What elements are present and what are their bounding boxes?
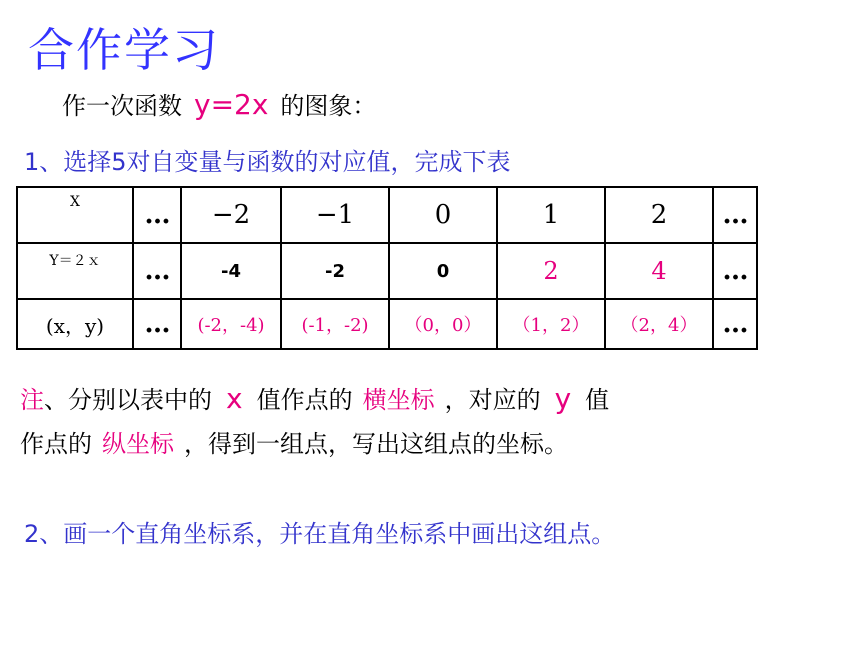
row-label-y: Y＝２ｘ — [17, 243, 133, 299]
intro-line — [62, 86, 376, 121]
note-text: 值 — [585, 386, 610, 414]
x-value-cell: −2 — [181, 187, 281, 243]
y-value-cell-filled: 2 — [497, 243, 605, 299]
y-value-cell-filled: 4 — [605, 243, 713, 299]
x-value-cell: 1 — [497, 187, 605, 243]
ellipsis-cell: … — [133, 299, 181, 349]
x-value-cell: 2 — [605, 187, 713, 243]
ellipsis-cell: … — [713, 243, 757, 299]
table-row-xy — [17, 299, 757, 349]
row-label-xy: (x，y) — [17, 299, 133, 349]
ellipsis-cell: … — [133, 243, 181, 299]
note-y: y — [554, 382, 572, 415]
note-text: 、分别以表中的 — [44, 386, 212, 414]
point-cell: （0，0） — [389, 299, 497, 349]
step-2-instruction: 2、画一个直角坐标系，并在直角坐标系中画出这组点。 — [24, 520, 616, 548]
point-cell: （1，2） — [497, 299, 605, 349]
row-label-x: X — [17, 187, 133, 243]
point-cell: （2，4） — [605, 299, 713, 349]
note-lead: 注 — [20, 386, 44, 414]
table-row-y — [17, 243, 757, 299]
y-value-cell: -4 — [181, 243, 281, 299]
note-x: x — [226, 382, 243, 415]
point-cell: (-1，-2) — [281, 299, 389, 349]
note-text: ，对应的 — [444, 386, 541, 414]
note-line-2 — [20, 424, 568, 459]
point-cell: (-2，-4) — [181, 299, 281, 349]
y-value-cell: 0 — [389, 243, 497, 299]
ellipsis-cell: … — [133, 187, 181, 243]
x-value-cell: −1 — [281, 187, 389, 243]
page-title: 合作学习 — [28, 23, 220, 77]
intro-suffix: 的图象： — [280, 92, 377, 120]
function-expression: y=2x — [194, 88, 269, 121]
value-table — [16, 186, 758, 350]
x-value-cell: 0 — [389, 187, 497, 243]
note-text: ，得到一组点，写出这组点的坐标。 — [184, 430, 568, 458]
note-ordinate: 纵坐标 — [102, 430, 174, 458]
ellipsis-cell: … — [713, 187, 757, 243]
ellipsis-cell: … — [713, 299, 757, 349]
note-text: 值作点的 — [256, 386, 353, 414]
y-value-cell: -2 — [281, 243, 389, 299]
step-1-instruction: 1、选择5对自变量与函数的对应值，完成下表 — [24, 148, 511, 176]
note-text: 作点的 — [20, 430, 92, 458]
note-abscissa: 横坐标 — [362, 386, 435, 414]
intro-prefix: 作一次函数 — [62, 92, 182, 120]
table-row-x — [17, 187, 757, 243]
note-line-1 — [20, 380, 609, 415]
